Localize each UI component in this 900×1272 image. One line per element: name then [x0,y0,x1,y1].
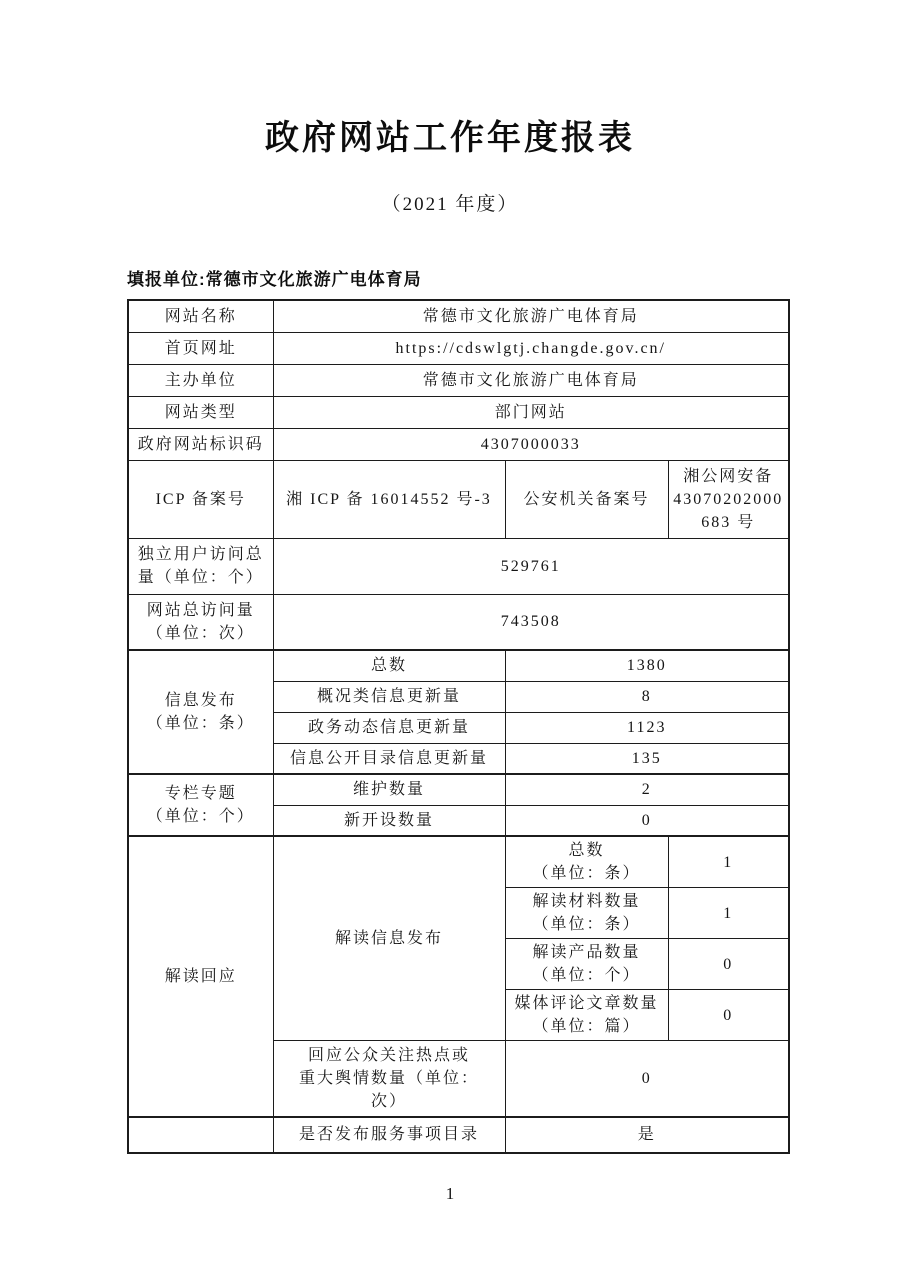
info-overview-value: 8 [505,681,789,712]
table-row-organizer [128,364,789,396]
interp-total-label: 总数 （单位：条） [505,836,668,888]
organizer-label: 主办单位 [128,364,273,396]
table-row-total-visits [128,594,789,650]
interpretation-group-label: 解读回应 [128,836,273,1117]
special-columns-group-label: 专栏专题 （单位：个） [128,774,273,836]
table-row-site-code [128,428,789,460]
interp-product-value: 0 [668,939,789,990]
columns-new-label: 新开设数量 [273,805,505,836]
home-url-label: 首页网址 [128,332,273,364]
interp-material-value: 1 [668,888,789,939]
info-dynamics-value: 1123 [505,712,789,743]
columns-maintained-value: 2 [505,774,789,805]
hotspot-label: 回应公众关注热点或 重大舆情数量（单位： 次） [273,1041,505,1117]
unique-visitors-value: 529761 [273,538,789,594]
table-row-service-directory [128,1117,789,1153]
icp-value: 湘 ICP 备 16014552 号-3 [273,460,505,538]
info-directory-value: 135 [505,743,789,774]
home-url-value: https://cdswlgtj.changde.gov.cn/ [273,332,789,364]
info-publish-group-label: 信息发布 （单位：条） [128,650,273,774]
table-row-site-name [128,300,789,332]
hotspot-value: 0 [505,1041,789,1117]
icp-label: ICP 备案号 [128,460,273,538]
unique-visitors-label: 独立用户访问总量（单位：个） [128,538,273,594]
site-name-value: 常德市文化旅游广电体育局 [273,300,789,332]
service-directory-value: 是 [505,1117,789,1153]
interp-total-value: 1 [668,836,789,888]
table-row-unique-visitors [128,538,789,594]
interp-media-label: 媒体评论文章数量 （单位：篇） [505,990,668,1041]
columns-maintained-label: 维护数量 [273,774,505,805]
service-directory-label: 是否发布服务事项目录 [273,1117,505,1153]
table-row-home-url [128,332,789,364]
total-visits-value: 743508 [273,594,789,650]
table-row-icp [128,460,789,538]
police-record-value: 湘公网安备 43070202000 683 号 [668,460,789,538]
site-type-label: 网站类型 [128,396,273,428]
interpretation-publish-label: 解读信息发布 [273,836,505,1041]
site-type-value: 部门网站 [273,396,789,428]
table-row-site-type [128,396,789,428]
interp-media-value: 0 [668,990,789,1041]
info-dynamics-label: 政务动态信息更新量 [273,712,505,743]
total-visits-label: 网站总访问量（单位：次） [128,594,273,650]
info-total-label: 总数 [273,650,505,681]
reporting-unit-line: 填报单位:常德市文化旅游广电体育局 [127,270,422,289]
organizer-value: 常德市文化旅游广电体育局 [273,364,789,396]
page-number: 1 [445,1183,455,1203]
info-overview-label: 概况类信息更新量 [273,681,505,712]
site-code-label: 政府网站标识码 [128,428,273,460]
columns-new-value: 0 [505,805,789,836]
table-row-info-total [128,650,789,681]
interp-material-label: 解读材料数量 （单位：条） [505,888,668,939]
table-row-interp-total [128,836,789,888]
annual-report-table [127,299,790,1154]
site-code-value: 4307000033 [273,428,789,460]
page-title: 政府网站工作年度报表 [265,119,635,157]
table-row-columns-maintained [128,774,789,805]
info-total-value: 1380 [505,650,789,681]
empty-cell [128,1117,273,1153]
info-directory-label: 信息公开目录信息更新量 [273,743,505,774]
report-year-subtitle: （2021 年度） [381,194,519,215]
interp-product-label: 解读产品数量 （单位：个） [505,939,668,990]
police-record-label: 公安机关备案号 [505,460,668,538]
site-name-label: 网站名称 [128,300,273,332]
